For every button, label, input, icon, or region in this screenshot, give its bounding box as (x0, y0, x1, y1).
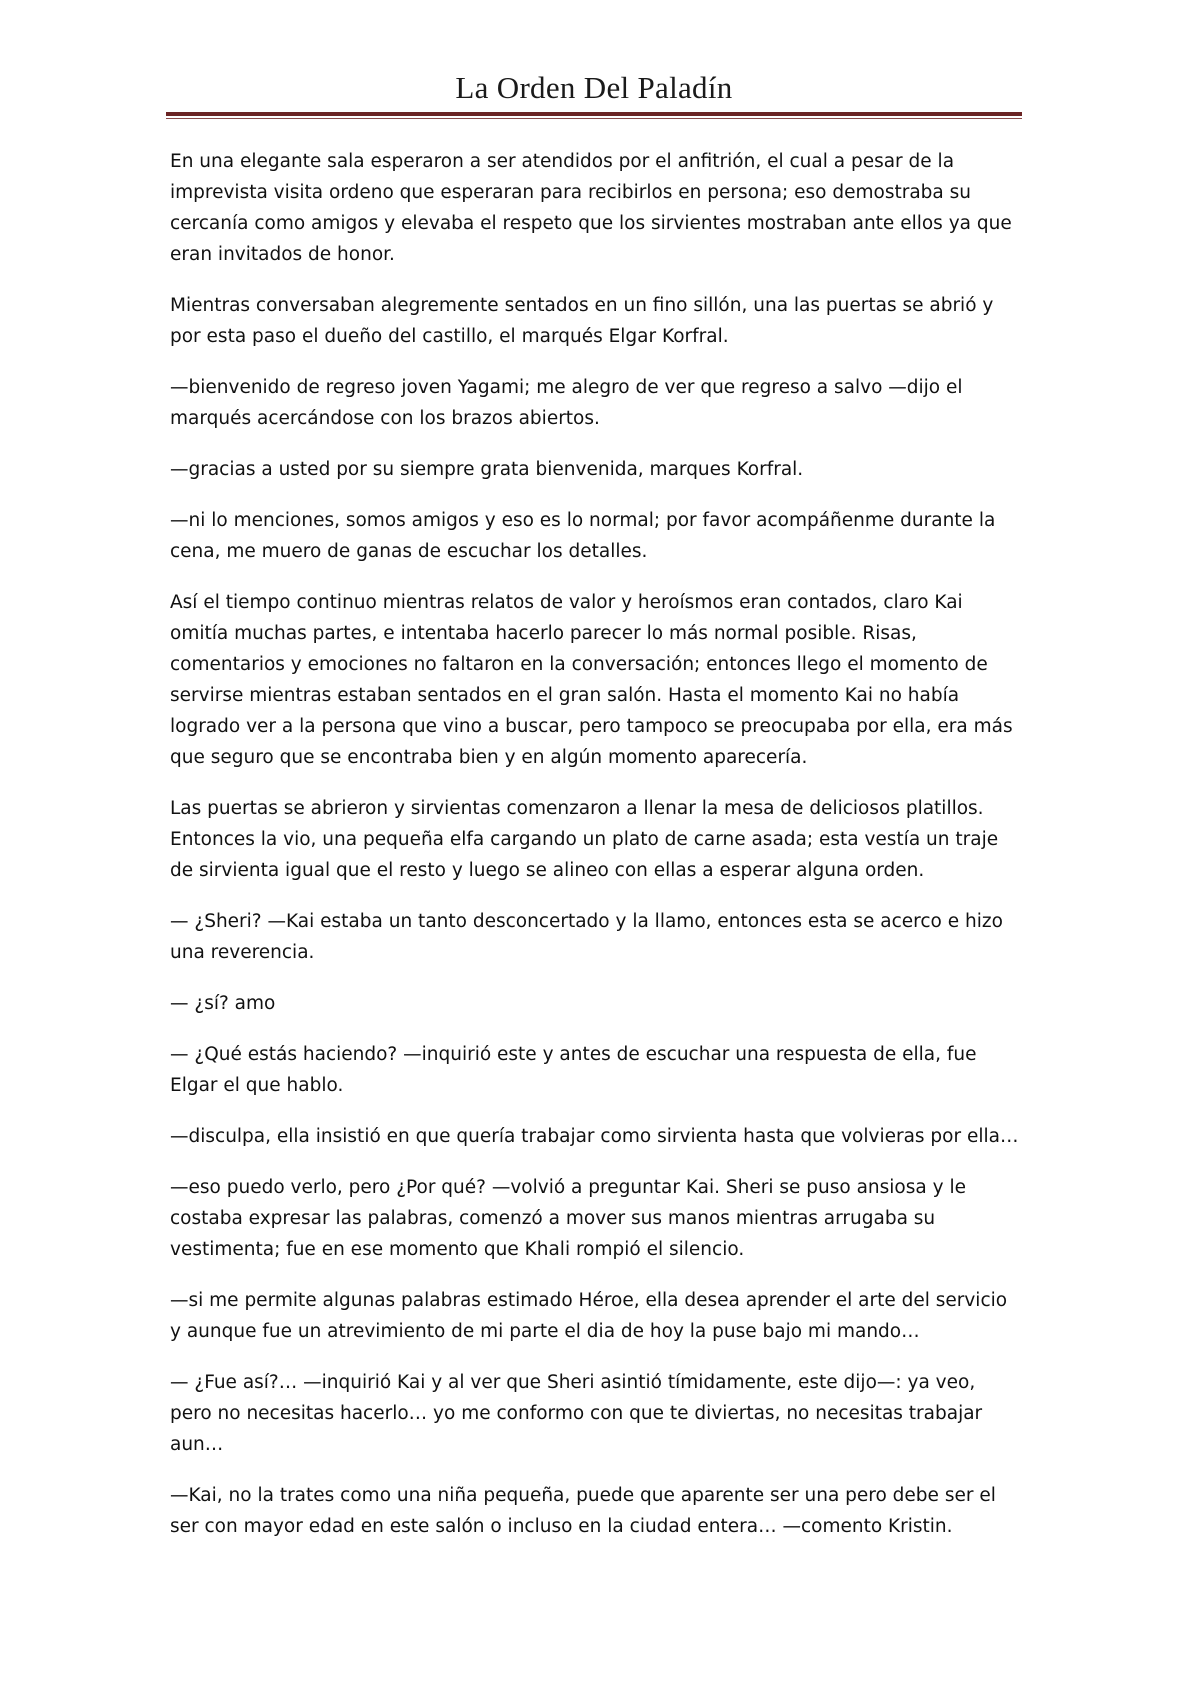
paragraph: Mientras conversaban alegremente sentados en un fino sillón, una las puertas se abrió y por esta paso el dueño del castillo, el marqués Elgar Korfral. (170, 295, 994, 347)
paragraph: —si me permite algunas palabras estimado Héroe, ella desea aprender el arte del servicio y aunque fue un atrevimiento de mi parte el dia de hoy la puse bajo mi mando… (170, 1290, 1008, 1342)
header-title: La Orden Del Paladín (455, 70, 733, 105)
paragraph: —disculpa, ella insistió en que quería trabajar como sirvienta hasta que volvieras por ella… (170, 1126, 1019, 1147)
header-rule-thin (166, 118, 1022, 119)
paragraph: Las puertas se abrieron y sirvientas comenzaron a llenar la mesa de deliciosos platillos. Entonces la vio, una pequeña elfa cargando un plato de carne asada; esta vestía un traje de sirvienta igual que el resto y luego se alineo con ellas a esperar alguna orden. (170, 798, 999, 881)
paragraph: En una elegante sala esperaron a ser atendidos por el anfitrión, el cual a pesar de la imprevista visita ordeno que esperaran para recibirlos en persona; eso demostraba su cercanía como amigos y elevaba el respeto que los sirvientes mostraban ante ellos ya que eran invitados de honor. (170, 151, 1012, 265)
page-header (166, 68, 1022, 119)
paragraph: —bienvenido de regreso joven Yagami; me alegro de ver que regreso a salvo —dijo el marqués acercándose con los brazos abiertos. (170, 377, 963, 429)
paragraph: — ¿Sheri? —Kai estaba un tanto desconcertado y la llamo, entonces esta se acerco e hizo una reverencia. (170, 911, 1003, 963)
header-rule (166, 112, 1022, 116)
paragraph: — ¿Fue así?… —inquirió Kai y al ver que Sheri asintió tímidamente, este dijo—: ya veo, pero no necesitas hacerlo… yo me conformo con que te diviertas, no necesitas trabajar aun… (170, 1372, 983, 1455)
paragraph: Así el tiempo continuo mientras relatos de valor y heroísmos eran contados, claro Kai omitía muchas partes, e intentaba hacerlo parecer lo más normal posible. Risas, comentarios y emociones no faltaron en la conversación; entonces llego el momento de servirse mientras estaban sentados en el gran salón. Hasta el momento Kai no había logrado ver a la persona que vino a buscar, pero tampoco se preocupaba por ella, era más que seguro que se encontraba bien y en algún momento aparecería. (170, 592, 1013, 768)
paragraph: —eso puedo verlo, pero ¿Por qué? —volvió a preguntar Kai. Sheri se puso ansiosa y le costaba expresar las palabras, comenzó a mover sus manos mientras arrugaba su vestimenta; fue en ese momento que Khali rompió el silencio. (170, 1177, 966, 1260)
body-text (170, 146, 1022, 1562)
paragraph: — ¿sí? amo (170, 993, 276, 1014)
paragraph: —ni lo menciones, somos amigos y eso es lo normal; por favor acompáñenme durante la cena, me muero de ganas de escuchar los detalles. (170, 510, 996, 562)
paragraph: — ¿Qué estás haciendo? —inquirió este y antes de escuchar una respuesta de ella, fue Elgar el que hablo. (170, 1044, 977, 1096)
paragraph: —Kai, no la trates como una niña pequeña, puede que aparente ser una pero debe ser el ser con mayor edad en este salón o incluso en la ciudad entera… —comento Kristin. (170, 1485, 996, 1537)
paragraph: —gracias a usted por su siempre grata bienvenida, marques Korfral. (170, 459, 804, 480)
